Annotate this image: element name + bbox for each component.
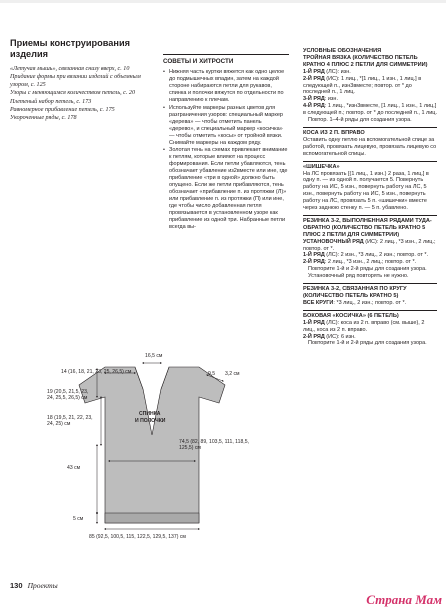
row-1: 1-Й РЯД (ЛС): коса из 2 п. вправо (см. выше), 2 лиц., коса из 2 п. вправо. [303, 319, 425, 333]
bobble-text: На ЛС провязать [(1 лиц., 1 изн.) 2 раза, 1 лиц.] в одну п. — из одной п. получается 5. Повернуть работу на ИС, 5 изн., повернуть работу на ЛС, 5 изн., повернуть работу на ИС, 5 изн., повернуть работу на ЛС, провязать 5 п. «шишечки» вместе через заднюю стенку п. — 5 п. убавлено. [303, 170, 429, 212]
toc-item[interactable]: Равномерное прибавление петель, с. 175 [10, 106, 115, 113]
widths-top-label: 14 (16, 18, 21, 23, 25, 26,5) см [61, 369, 132, 375]
toc-item[interactable]: «Летучая мышь», связанная снизу вверх, с. 10 [10, 66, 130, 72]
repeat-note: Повтор. 1–4-й ряды для создания узора. [308, 117, 412, 124]
right-column [303, 48, 437, 347]
garment-schema [47, 345, 277, 545]
rib-flat-title: РЕЗИНКА 3-2, ВЫПОЛНЕННАЯ РЯДАМИ ТУДА-ОБРАТНО (КОЛИЧЕСТВО ПЕТЕЛЬ КРАТНО 5 ПЛЮС 2 ПЕТЛИ ДЛЯ СИММЕТРИИ) [303, 217, 432, 238]
page-number: 130 [10, 581, 23, 590]
row-4: 4-Й РЯД: 1 лиц., *изн3вместе, [1 лиц., 1 изн., 1 лиц.] в следующей п.; повтор. от * до последней п., 1 лиц. [303, 103, 437, 117]
page-top-border [0, 0, 446, 3]
shoulder-top-label: 16,5 см [145, 353, 163, 359]
bobble-title: «ШИШЕЧКА» [303, 163, 340, 170]
divider [303, 283, 437, 284]
legend-title: УСЛОВНЫЕ ОБОЗНАЧЕНИЯ [303, 48, 382, 54]
tip-item: • Нижняя часть куртки вяжется как одно целое до подмышечных впадин, затем на каждой стороне набираются петли для рукавов, спинка и полочки вяжутся по отдельности по направлению к плечам. [163, 69, 289, 104]
tip-item: • Используйте маркеры разных цветов для разграничения узоров: специальный маркер «дерева» — чтобы отметить панель «дерево», и специальный маркер «косичка» — чтобы отметить «косы» от тройной вязки. Снимайте маркеры на каждом ряду. [163, 105, 289, 147]
tip-item: • Золотая тень на схемах привлекает внимание к петлям, которые влияют на процесс формирования. Если петли убавляются, тень обозначает убавление из2вместе или ине, где прибавление «три в одной» должно быть опущено. Если же петли прибавляются, тень обозначает «прибавление п. из протяжки (Л)» или прибавление п. из протяжки (П) или ине, где чтобы число добавленная петля провязывается в установленном узоре как прибавление из одной три. Набранные петли всегда вы- [163, 147, 289, 230]
rib-band [105, 513, 199, 523]
divider [303, 310, 437, 311]
divider [303, 215, 437, 216]
toc-item[interactable]: Плетеный набор петель, с. 173 [10, 98, 92, 105]
cable-text: Оставить одну петлю на вспомогательной спице за работой, провязать лицевую, провязать лицевую со вспомогательной спицы. [303, 136, 437, 157]
repeat-note: Повторите 1-й и 2-й ряды для создания узора. Установочный ряд повторять не нужно. [308, 266, 427, 280]
rib-label: 5 см [73, 516, 84, 522]
section-name: Проекты [27, 581, 58, 590]
row-3: 3-Й РЯД: изн. [303, 96, 338, 103]
row-2: 2-Й РЯД: 2 лиц., *3 изн., 2 лиц.; повтор. от *. [303, 259, 417, 266]
side-cable-title: БОКОВАЯ «КОСИЧКА» (6 ПЕТЕЛЬ) [303, 312, 399, 319]
length-label: 43 см [67, 465, 81, 471]
left-title: Приемы конструирования изделия [10, 38, 130, 59]
page-footer [10, 581, 58, 590]
row-2: 2-Й РЯД (ИС): 1 лиц., *[1 лиц., 1 изн., 1 лиц.] в следующей п., изн3вместе; повтор. от * до последней п., 1 лиц. [303, 75, 422, 96]
cable-title: КОСА ИЗ 2 П. ВПРАВО [303, 129, 365, 136]
tips-heading: СОВЕТЫ И ХИТРОСТИ [163, 58, 234, 65]
row-1: 1-Й РЯД (ЛС): 2 изн., *3 лиц., 2 изн.; повтор. от *. [303, 252, 429, 259]
all-rounds: ВСЕ КРУГИ: *3 лиц., 2 изн.; повтор. от *. [303, 299, 407, 306]
row-1: 1-Й РЯД (ЛС): изн. [303, 68, 351, 75]
toc-item[interactable]: Укороченные ряды, с. 178 [10, 115, 77, 122]
divider [303, 161, 437, 162]
tips-column [163, 54, 289, 232]
hem-label: 85 (92,5, 100,5, 115, 122,5, 129,5, 137) см [89, 534, 186, 540]
sleeve-length-label: 3,2 см [225, 371, 240, 377]
watermark: Страна Мам [366, 592, 442, 607]
tips-rule [163, 54, 289, 55]
toc-item[interactable]: Узоры с меняющимся количеством петель, с. 20 [10, 90, 136, 97]
center-label-1: СПИНКА [139, 411, 161, 417]
repeat-note: Повторите 1-й и 2-й ряды для создания узора. [308, 340, 427, 347]
rib-round-title: РЕЗИНКА 3-2, СВЯЗАННАЯ ПО КРУГУ (КОЛИЧЕСТВО ПЕТЕЛЬ КРАТНО 5) [303, 286, 407, 299]
left-column [10, 38, 160, 124]
toc-item[interactable]: Придание формы при вязании изделий с объемным узором, с. 125 [10, 74, 141, 89]
depth-label: 19 (20,5, 21,5, 23, 24, 25,5, 26,5) см [47, 389, 89, 402]
divider [303, 127, 437, 128]
chest-label: 74,5 (82, 89, 103,5, 111, 118,5, 125,5) см [179, 439, 249, 452]
sleeve-width-label: 9,5 [208, 371, 216, 377]
triple-knit-title: ТРОЙНАЯ ВЯЗКА (КОЛИЧЕСТВО ПЕТЕЛЬ КРАТНО 4 ПЛЮС 2 ПЕТЛИ ДЛЯ СИММЕТРИИ) [303, 54, 428, 68]
armhole-label: 18 (19,5, 21, 22, 23, 24, 25) см [47, 415, 93, 428]
setup-row: УСТАНОВОЧНЫЙ РЯД (ИС): 2 лиц., *3 изн., 2 лиц.; повтор. от *. [303, 238, 436, 252]
center-label-2: И ПОЛОЧКИ [135, 418, 166, 424]
row-2: 2-Й РЯД (ИС): 6 изн. [303, 333, 356, 340]
